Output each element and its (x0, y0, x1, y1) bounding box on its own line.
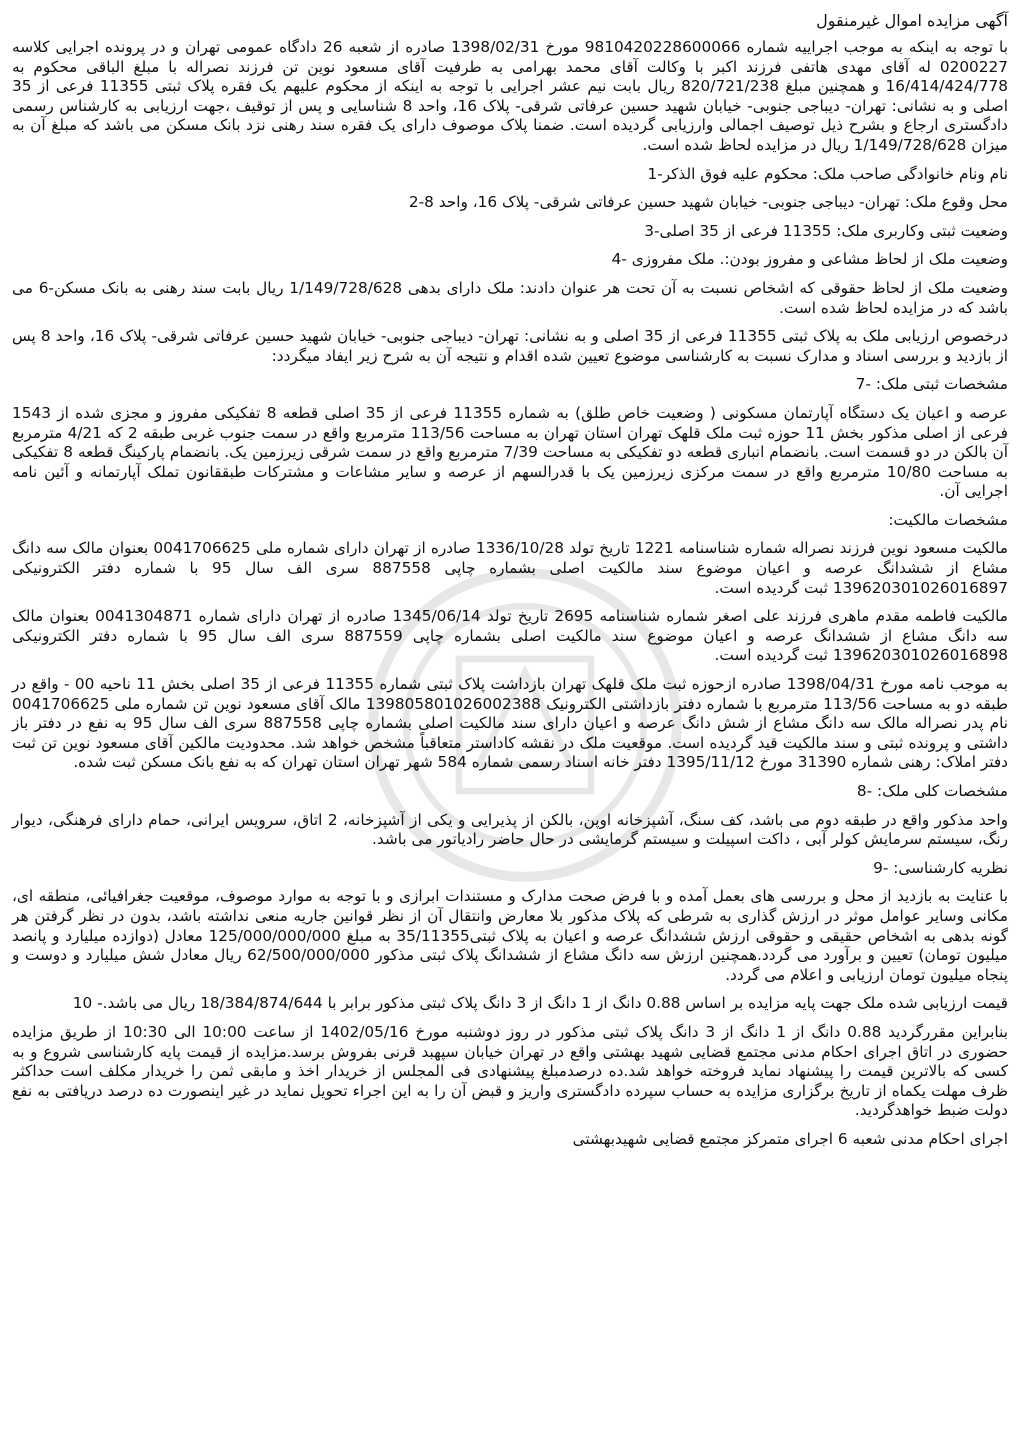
item-owner-name: نام ونام خانوادگی صاحب ملک: محکوم علیه فوق الذکر-1 (647, 164, 1008, 183)
issuing-office: اجرای احکام مدنی شعبه 6 اجرای متمرکز مجتمع قضایی شهیدبهشتی (572, 1129, 1008, 1148)
general-specs-heading: مشخصات کلی ملک: -8 (856, 782, 1008, 800)
registry-paragraph: عرصه و اعیان یک دستگاه آپارتمان مسکونی ( وضعیت خاص طلق) به شماره 11355 فرعی از 35 اصلی قطعه 8 تفکیکی مفروز و مجزی شده از 1543 فرعی از اصلی مذکور بخش 11 حوزه ثبت ملک قلهک تهران استان تهران به مساحت 113/56 مترمربع واقع در سمت جنوب غربی طبقه 2 که 4/21 مترمربع آن بالکن در دو قسمت است. بانضمام انباری قطعه دو تفکیکی به مساحت 7/39 مترمربع واقع در سمت شرقی زیرزمین یک. بانضمام پارکینگ قطعه 8 تفکیکی به مساحت 10/80 مترمربع واقع در سمت مرکزی زیرزمین یک با قدرالسهم از عرصه و سایر مشاعات و مشترکات طبققانون تملک آپارتمانه و آئین نامه اجرایی آن. (12, 403, 1008, 501)
expert-opinion-paragraph: با عنایت به بازدید از محل و بررسی های بعمل آمده و با فرض صحت مدارک و مستندات ابرازی و با توجه به موارد موصوف، موقعیت جغرافیائی، منطقه ای، مکانی وسایر عوامل موثر در ارزش گذاری به شرطی که پلاک مذکور بلا معارض وانتقال آن از نظر قوانین جاریه منعی نداشته باشد، بدون در نظر گرفتن هر گونه بدهی به اشخاص حقیقی و حقوقی ارزش ششدانگ عرصه و اعیان به پلاک ثبتی35/11355 به مبلغ 125/000/000/000 معادل (دوازده میلیارد و پانصد میلیون تومان) تعیین و برآورد می گردد.همچنین ارزش سه دانگ مشاع از ششدانگ پلاک ثبتی مذکور 62/500/000/000 ریال معادل شش میلیارد و دوست و پنجاه میلیون تومان ارزیابی و اعلام می گردد. (12, 887, 1008, 984)
assessment-intro-paragraph: درخصوص ارزیابی ملک به پلاک ثبتی 11355 فرعی از 35 اصلی و به نشانی: تهران- دیباجی جنوبی- خیابان شهید حسین عرفاتی شرقی- پلاک 16، واحد 8 پس از بازدید و بررسی اسناد و مدارک نسبت به کارشناسی موضوع تعیین شده اقدام و نتیجه آن به شرح زیر ایفاد میگردد: (12, 327, 1009, 365)
transfer-paragraph: به موجب نامه مورخ 1398/04/31 صادره ازحوزه ثبت ملک قلهک تهران بازداشت پلاک ثبتی شماره 11355 فرعی از 35 اصلی بخش 11 ناحیه 00 - واقع در طبقه دو به مساحت 113/56 مترمربع با شماره دفتر بازداشتی الکترونیک 139805801026002388 مالک آقای مسعود نوین تن شماره ملی 0041706625 نام پدر نصراله مالک سه دانگ مشاع از شش دانگ عرصه و اعیان دارای سند مالکیت اصلی بشماره چاپی 887558 سری الف سال 95 به نفع در دفتر باز داشتی و پرونده ثبتی و سند مالکیت قید گردیده است. موقعیت ملک در نقشه کاداستر متعاقباً مشخص خواهد شد. محدودیت مالکین آقای مسعود نوین تن ثبت دفتر املاک: رهنی شماره 31390 مورخ 1395/11/12 دفتر خانه اسناد رسمی شماره 584 شهر تهران استان تهران که به نفع بانک مسکن ثبت شده. (12, 675, 1009, 772)
notice-title: آگهی مزایده اموال غیرمنقول (816, 11, 1008, 30)
expert-opinion-heading: نظریه کارشناسی: -9 (873, 858, 1008, 877)
registry-heading: مشخصات ثبتی ملک: -7 (855, 375, 1008, 394)
general-specs-paragraph: واحد مذکور واقع در طبقه دوم می باشد، کف سنگ، آشپزخانه اوپن، بالکن از پذیرایی و یکی از آشپزخانه، 2 اتاق، سرویس ایرانی، حمام دارای فرهنگی، دیوار رنگ، سیستم سرمایش کولر آبی ، داکت اسپیلت و سیستم گرمایشی در حال حاضر رادیاتور می باشد. (12, 810, 1009, 849)
intro-paragraph: با توجه به اینکه به موجب اجراییه شماره 9810420228600066 مورخ 1398/02/31 صادره از شعبه 26 دادگاه عمومی تهران و در پرونده اجرایی کلاسه 0200227 له آقای مهدی هاتفی فرزند اکبر با وکالت آقای محمد بهرامی به طرفیت آقای مسعود نوین تن فرزند نصراله با مبلغ الباقی محکوم به 16/414/424/778 و همچنین مبلغ 820/721/238 ریال بابت نیم عشر اجرایی با توجه به اینکه از محکوم علیهم یک فقره پلاک ثبتی 11355 فرعی از 35 اصلی و به نشانی: تهران- دیباجی جنوبی- خیابان شهید حسین عرفاتی شرقی- پلاک 16، واحد 8 شناسایی و پس از توقیف ،جهت ارزیابی به کارشناس رسمی دادگستری ارجاع و بشرح ذیل توصیف اجمالی وارزیابی گردیده است. ضمنا پلاک موصوف دارای یک فقره سند رهنی نزد بانک مسکن می باشد که مبلغ آن به میزان 1/149/728/628 ریال در مزایده لحاظ شده است. (12, 38, 1009, 154)
ownership-heading: مشخصات مالکیت: (888, 510, 1008, 529)
item-partition-status: وضعیت ملک از لحاظ مشاعی و مفروز بودن:. ملک مفروزی -4 (611, 250, 1008, 269)
base-price-paragraph: قیمت ارزیابی شده ملک جهت پایه مزایده بر اساس 0.88 دانگ از 1 دانگ از 3 دانگ پلاک ثبتی مذکور برابر با 18/384/874/644 ریال می باشد.- 10 (72, 994, 1008, 1013)
item-legal-status: وضعیت ملک از لحاظ حقوقی که اشخاص نسبت به آن تحت هر عنوان دادند: ملک دارای بدهی 1/149/728/628 ریال بابت سند رهنی به بانک مسکن-6 می باشد که در مزایده لحاظ شده است. (12, 278, 1009, 317)
item-property-location: محل وقوع ملک: تهران- دیباجی جنوبی- خیابان شهید حسین عرفاتی شرقی- پلاک 16، واحد 8-2 (408, 193, 1008, 212)
item-registry-status: وضعیت ثبتی وکاربری ملک: 11355 فرعی از 35 اصلی-3 (644, 221, 1008, 240)
ownership-paragraph-2: مالکیت فاطمه مقدم ماهری فرزند علی اصغر شماره شناسنامه 2695 تاریخ تولد 1345/06/14 صادره از تهران دارای شماره 0041304871 بعنوان مالک سه دانگ مشاع از ششدانگ عرصه و اعیان موضوع سند مالکیت اصلی بشماره چاپی 887559 سری الف سال 95 با شماره دفتر الکترونیکی 139620301026016898 ثبت گردیده است. (12, 607, 1008, 665)
ownership-paragraph-1: مالکیت مسعود نوین فرزند نصراله شماره شناسنامه 1221 تاریخ تولد 1336/10/28 صادره از تهران دارای شماره ملی 0041706625 بعنوان مالک سه دانگ مشاع از ششدانگ عرصه و اعیان موضوع سند مالکیت اصلی بشماره چاپی 887558 سری الف سال 95 با شماره دفتر الکترونیکی 139620301026016897 ثبت گردیده است. (12, 539, 1009, 597)
auction-terms-paragraph: بنابراین مقررگردید 0.88 دانگ از 1 دانگ از 3 دانگ پلاک ثبتی مذکور در روز دوشنبه مورخ 1402/05/16 از ساعت 10:00 الی 10:30 از طریق مزایده حضوری در اتاق اجرای احکام مدنی مجتمع قضایی شهید بهشتی واقع در تهران خیابان سپهبد قرنی بفروش برسد.مزایده از قیمت پایه کارشناسی شروع و به کسی که بالاترین قیمت را پیشنهاد نماید فروخته خواهد شد.ده درصدمبلغ پیشنهادی فی المجلس از خریدار اخذ و مابقی ثمن را خریدار مکلف است حداکثر ظرف مهلت یکماه از تاریخ برگزاری مزایده به حساب سپرده دادگستری واریز و قبض آن را به این اجراء تحویل نماید در غیر اینصورت ده درصد دریافتی به نفع دولت ضبط خواهدگردید. (12, 1022, 1008, 1120)
